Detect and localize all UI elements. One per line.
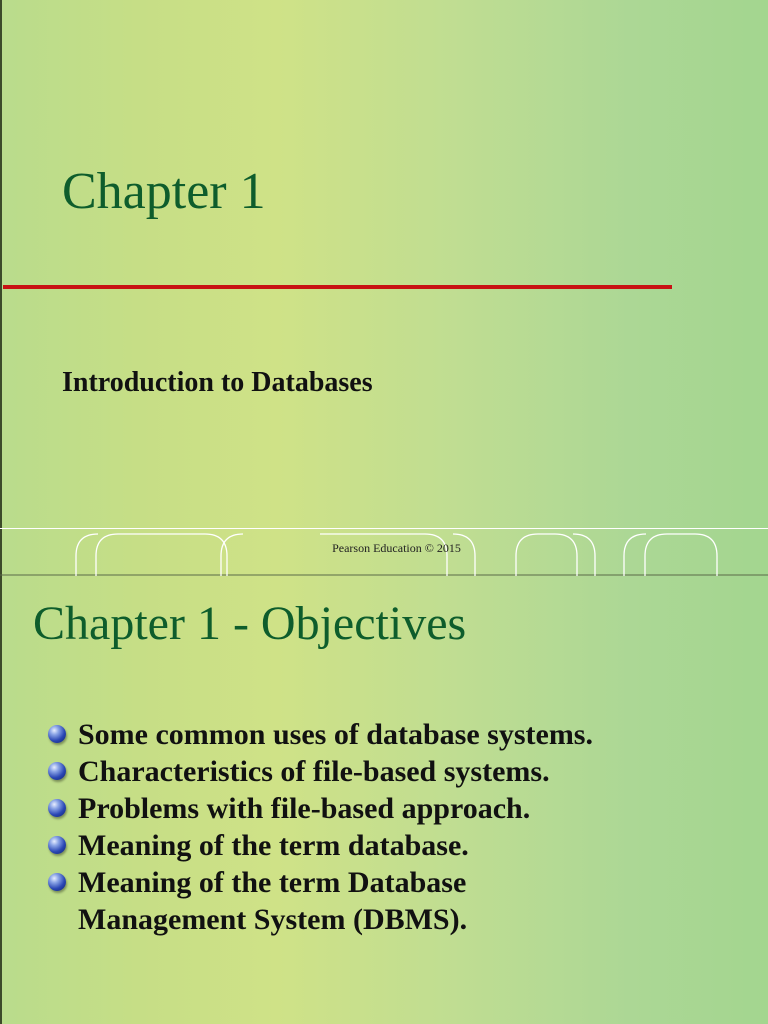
blue-sphere-bullet-icon — [48, 799, 66, 817]
copyright-footer: Pearson Education © 2015 — [332, 541, 461, 555]
blue-sphere-bullet-icon — [48, 762, 66, 780]
objective-item-continuation — [44, 901, 593, 938]
objective-text: Management System (DBMS). — [78, 903, 468, 936]
objective-text: Meaning of the term Database — [78, 866, 467, 899]
slide-subtitle: Introduction to Databases — [62, 367, 373, 398]
slide-title: Chapter 1 - Objectives — [33, 597, 467, 650]
title-divider — [3, 285, 672, 289]
slide-objectives — [0, 576, 768, 1024]
objective-item — [44, 827, 593, 864]
slide-left-border — [0, 576, 2, 1024]
objective-item — [44, 864, 593, 901]
objective-item — [44, 790, 593, 827]
slide-left-border — [0, 0, 2, 576]
objective-item — [44, 716, 593, 753]
objectives-list — [44, 716, 593, 938]
slide-title: Chapter 1 — [62, 163, 266, 220]
objective-item — [44, 753, 593, 790]
objective-text: Meaning of the term database. — [78, 829, 469, 862]
blue-sphere-bullet-icon — [48, 725, 66, 743]
objective-text: Characteristics of file-based systems. — [78, 755, 550, 788]
objective-text: Problems with file-based approach. — [78, 792, 531, 825]
blue-sphere-bullet-icon — [48, 836, 66, 854]
blue-sphere-bullet-icon — [48, 873, 66, 891]
objective-text: Some common uses of database systems. — [78, 718, 593, 751]
